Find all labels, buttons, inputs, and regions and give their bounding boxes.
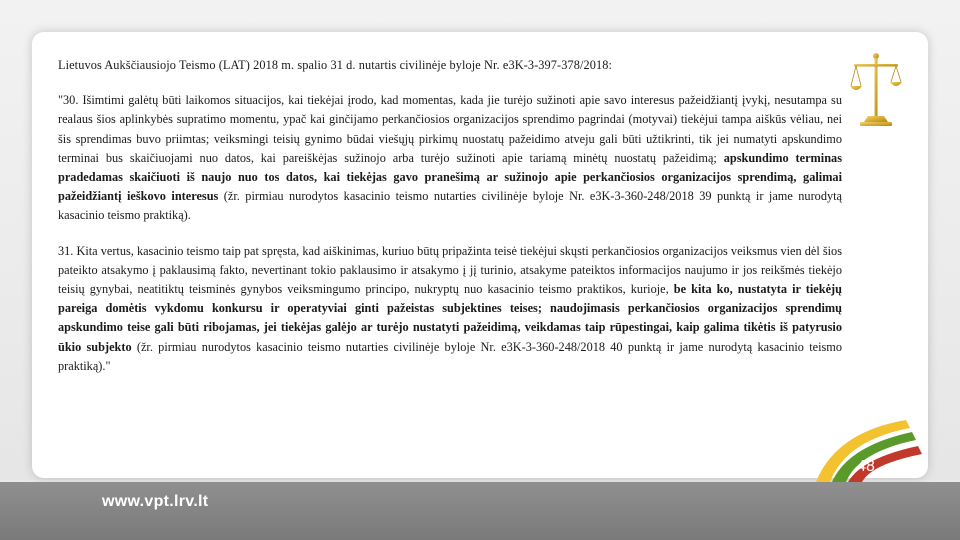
paragraph-30-text-end: (žr. pirmiau nurodytos kasacinio teismo nutarties civilinėje byloje Nr. e3K-3-360-248/2018 39 punktą ir jame nurodytą kasacinio teismo praktiką). <box>58 189 842 223</box>
paragraph-30 <box>58 91 842 225</box>
footer-bar <box>0 482 960 540</box>
paragraph-31-bold: be kita ko, nustatyta ir tiekėjų pareiga domėtis vykdomu konkursu ir operatyviai ginti pažeistas subjektines teises; naudojimasis perkančiosios organizacijos sprendimų apskundimo teise gali būti ribojamas, jei tiekėjas galėjo ar turėjo nustatyti pažeidimą, veikdamas taip rūpestingai, kaip galima tikėtis iš patyrusio ūkio subjekto <box>58 282 842 354</box>
page-number: 48 <box>857 458 875 475</box>
paragraph-30-bold: apskundimo terminas pradedamas skaičiuoti iš naujo nuo tos datos, kai tiekėjas gavo pranešimą ar sužinojo apie perkančiosios organizacijos sprendimą, galimai pažeidžiantį ieškovo interesus <box>58 150 842 204</box>
scales-of-justice-icon <box>850 50 902 130</box>
paragraph-31-text-end: (žr. pirmiau nurodytos kasacinio teismo nutarties civilinėje byloje Nr. e3K-3-360-248/2018 40 punktą ir jame nurodytą kasacinio teismo praktiką)." <box>58 339 842 373</box>
document-heading: Lietuvos Aukščiausiojo Teismo (LAT) 2018 m. spalio 31 d. nutartis civilinėje byloje Nr. e3K-3-397-378/2018: <box>58 58 613 72</box>
paragraph-31 <box>58 242 842 376</box>
paragraph-31-text-start: 31. Kita vertus, kasacinio teismo taip pat spręsta, kad aiškinimas, kuriuo būtų pripažinta teisė tiekėjui skųsti perkančiosios organizacijos veiksmus vien dėl šios pateikto atsakymo į paklausimą fakto, nevertinant tokio paklausimo ir atsakymo į jį turinio, atsakyme pateiktos informacijos naujumo ir jos reikšmės tiekėjo teisių gynybai, neatitiktų teisminės gynybos veiksmingumo principo, nukryptų nuo kasacinio teismo praktikos, kurioje, <box>58 243 842 297</box>
paragraph-30-text-start: "30. Išimtimi galėtų būti laikomos situacijos, kai tiekėjai įrodo, kad momentas, kada jie turėjo sužinoti apie savo interesus pažeidžiantį įvykį, nesutampa su realaus šios aplinkybės supratimo momentu, ypač kai ginčijamo perkančiosios organizacijos sprendimo pagrindai (motyvai) tiekėjui tampa aiškūs vėliau, nei šis sprendimas buvo priimtas; veiksmingi teisių gynimo būdai viešųjų pirkimų nuostatų pažeidimo atveju gali būti užtikrinti, tik jei numatyti apskundimo terminai bus skaičiuojami nuo datos, kai pareiškėjas sužinojo arba turėjo sužinoti apie tariamą minėtų nuostatų pažeidimą; <box>58 93 842 165</box>
document-text <box>58 56 842 392</box>
footer-website-link[interactable]: www.vpt.lrv.lt <box>102 493 209 510</box>
